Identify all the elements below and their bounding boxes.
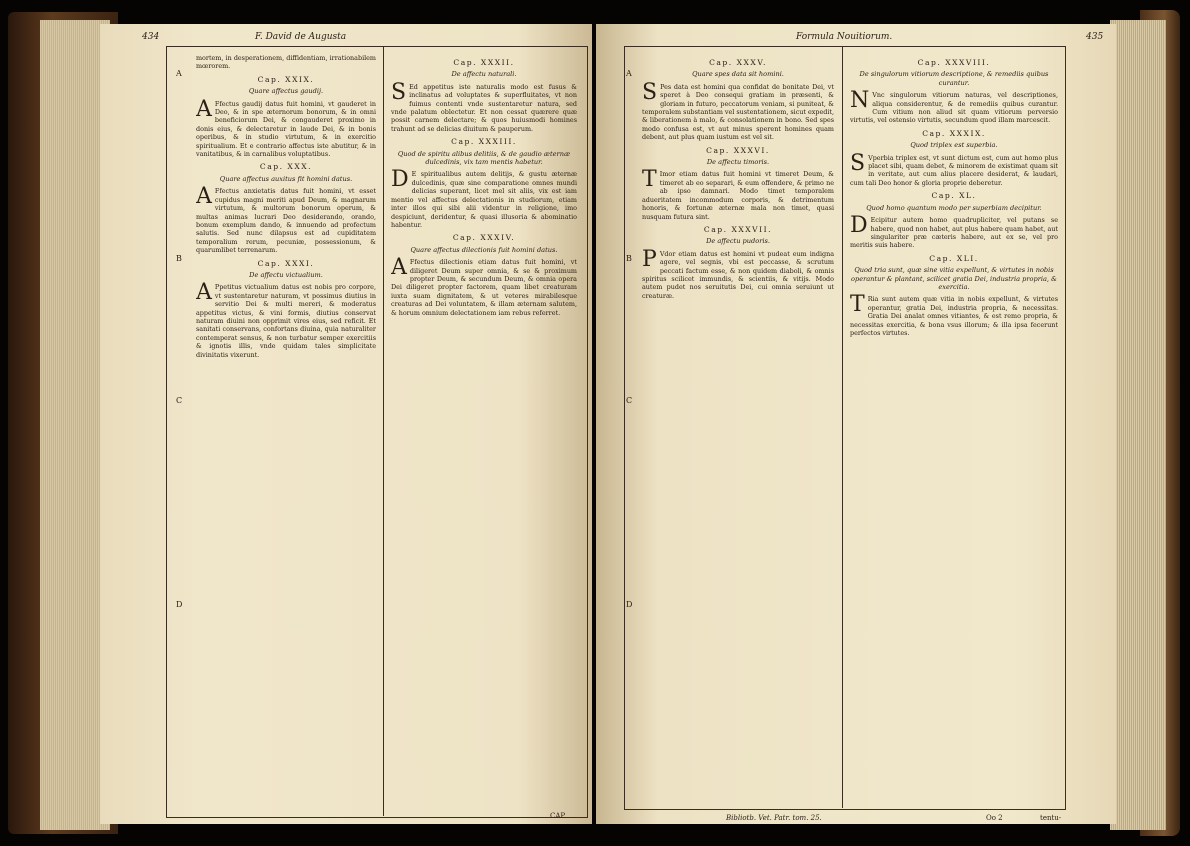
drop-capital: S <box>642 79 658 105</box>
drop-capital: A <box>391 255 407 281</box>
chapter-heading: Cap. XXXIV. <box>452 233 516 243</box>
margin-letter-b: B <box>176 254 182 263</box>
chapter-heading: Cap. XLI. <box>929 253 979 263</box>
text-column-2 <box>850 54 1058 784</box>
chapter-subtitle: De affectu pudoris. <box>706 237 770 246</box>
margin-letter-c: C <box>626 396 633 405</box>
margin-letter-d: D <box>626 600 633 609</box>
drop-capital: A <box>196 96 212 122</box>
chapter-heading: Cap. XXXVIII. <box>917 58 991 67</box>
drop-capital: P <box>642 246 657 272</box>
paragraph <box>850 150 1058 188</box>
drop-capital: T <box>642 167 657 193</box>
paragraph-text: Imor etiam datus fuit homini vt timeret Deum, & timeret ab eo separari, & eum offendere, & primo ne ab ipso damnari. Modo timet temporalem adueritatem incommodum corporis, & detrimentum honoris, & fortunæ æternæ mala non timet, quasi nusquam futura sint. <box>642 170 834 221</box>
margin-letter-c: C <box>176 396 183 405</box>
paragraph <box>391 79 577 133</box>
drop-capital: S <box>391 79 407 105</box>
chapter-subtitle: Quare affectus gaudij. <box>248 87 324 96</box>
paragraph <box>642 246 834 300</box>
chapter-subtitle: De affectu timoris. <box>706 158 770 167</box>
paragraph <box>850 292 1058 337</box>
page-edges-right <box>1110 20 1166 830</box>
folio-number: 435 <box>1086 32 1104 42</box>
paragraph-text: Ffectus dilectionis etiam datus fuit homini, vt diligeret Deum super omnia, & se & proximum propter Deum, & secundum Deum, & omnia opera Dei diligeret propter factorem, quam libet creaturam iuxta suam dignitatem, & ut veteres mirabilesque creaturas ad Dei voluntatem, & illam æternam salutem, & horum omnium delectationem iam rebus referret. <box>391 258 577 317</box>
paragraph-text: Pes data est homini qua confidat de bonitate Dei, vt speret à Deo consequi gratiam in præsenti, & gloriam in futuro, peccatorum veniam, si puniteat, & temporalem substantiam vel sustentationem, sicut expedit, & liberationem à malo, & consolationem in bono. Sed spes modo confusa est, vt aut minus sperent homines quam debent, aut plus quam iustum est vel sit. <box>642 82 834 142</box>
running-title: F. David de Augusta <box>255 32 347 42</box>
text-column-1 <box>196 54 376 794</box>
chapter-heading: Cap. XXXI. <box>257 258 315 268</box>
paragraph <box>196 280 376 359</box>
column-divider <box>842 46 843 808</box>
chapter-heading: Cap. XXXIX. <box>922 128 986 138</box>
paragraph-text: Ria sunt autem quæ vitia in nobis expellunt, & virtutes operantur, gratia Dei, industria propria, & necessitas. Gratia Dei analat omnes vitiantes, & est remo propria, & necessitas exercitia, & bona vsus illorum; & illa ipsa fecerunt perfectos virtutes. <box>850 295 1058 337</box>
chapter-subtitle: De affectu naturali. <box>451 70 517 79</box>
paragraph <box>850 213 1058 250</box>
paragraph <box>850 88 1058 125</box>
chapter-heading: Cap. XXX. <box>259 162 313 172</box>
paragraph-text: Vperbia triplex est, vt sunt dictum est, cum aut homo plus placet sibi, quam debet, & minorem de existimat quam sit in veritate, aut cum alius placere desiderat, & laudari, cum tali Deo honor & gloria proprie deberetur. <box>850 153 1058 187</box>
right-page <box>596 24 1116 824</box>
paragraph-text: mortem, in desperationem, diffidentiam, irrationabilem mœrorem. <box>196 54 376 71</box>
chapter-subtitle: Quare affectus auxitus fit homini datus. <box>219 174 353 183</box>
chapter-subtitle: Quare affectus dilectionis fuit homini datus. <box>410 245 558 254</box>
paragraph <box>196 184 376 255</box>
column-divider <box>383 46 384 816</box>
chapter-heading: Cap. XL. <box>931 191 977 201</box>
bibliographic-footer: Bibliotb. Vet. Patr. tom. 25. <box>726 814 822 822</box>
chapter-heading: Cap. XXXVII. <box>703 224 773 234</box>
running-title: Formula Nouitiorum. <box>796 32 893 42</box>
paragraph-text: Ed appetitus iste naturalis modo est fusus & inclinatus ad voluptates & superfluitates, vt non fuimus contenti vnde sustentaretur natura, sed vnde palatum oblectetur. Et non cessat quærere quæ possit carnem delectare; & quos huiusmodi homines trahunt ad se delicias diuitum & pauperum. <box>391 82 577 133</box>
chapter-subtitle: De singulorum vitiorum descriptione, & remediis quibus curantur. <box>859 70 1049 87</box>
drop-capital: T <box>850 292 865 318</box>
paragraph-text: Ecipitur autem homo quadrupliciter, vel putans se habere, quod non habet, aut plus habere quam habet, aut singulariter præ cæteris habere, aut ex se, vel pro meritis suis habere. <box>850 216 1058 250</box>
chapter-subtitle: Quare spes data sit homini. <box>692 70 784 79</box>
left-page <box>100 24 592 824</box>
paragraph <box>642 79 834 142</box>
chapter-subtitle: Quod tria sunt, quæ sine vitia expellunt, & virtutes in nobis operantur & plantant, scilicet gratia Dei, industria propria, & exercitia. <box>851 266 1057 291</box>
margin-letter-a: A <box>626 69 632 78</box>
chapter-subtitle: Quod de spiritu alibus delitiis, & de gaudio æternæ dulcedinis, vix tam mentis habetur. <box>397 149 571 167</box>
paragraph <box>391 167 577 229</box>
chapter-heading: Cap. XXXVI. <box>706 145 770 155</box>
paragraph-text: Vdor etiam datus est homini vt pudeat eum indigna agere, vel segnis, vbi est peccasse, & scrutum peccati factum esse, & non quidem diaboli, & omnis spiritus scilicet immundis, & scientiis, & vitijs. Modo autem pudet nos seruitutis Dei, cui omnia seruiunt ut creaturæ. <box>642 249 834 300</box>
margin-letter-b: B <box>626 254 632 263</box>
chapter-heading: Cap. XXXII. <box>453 58 515 67</box>
catchword: CAP. <box>550 812 566 820</box>
chapter-heading: Cap. XXXIII. <box>451 137 517 147</box>
margin-letter-d: D <box>176 600 183 609</box>
drop-capital: D <box>391 167 409 193</box>
text-column-2 <box>391 54 577 794</box>
paragraph <box>391 255 577 317</box>
text-column-1 <box>642 54 834 784</box>
folio-number: 434 <box>142 32 160 42</box>
drop-capital: S <box>850 150 866 176</box>
drop-capital: A <box>196 184 212 210</box>
chapter-subtitle: De affectu victualium. <box>249 270 323 279</box>
chapter-heading: Cap. XXXV. <box>709 58 767 67</box>
paragraph <box>196 96 376 159</box>
paragraph-text: E spiritualibus autem delitijs, & gustu æternæ dulcedinis, quæ sine comparatione omnes mundi delicias superant, licet mel sit aliis, vix est iam mentio vel affectus delectationis in studiorum, etiam inter illos qui sibi alii videntur in religione, imo despiciunt, deridentur, & quasi illusoria & abominatio habentur. <box>391 170 577 229</box>
paragraph <box>642 167 834 221</box>
paragraph-text: Vnc singulorum vitiorum naturas, vel descriptiones, aliqua considerentur, & de remediis quibus curantur. Cum vitium non aliud sit quam vitiorum perversio virtutis, vel ostensio virtutis, secundum quod illam marcescit. <box>850 91 1058 125</box>
chapter-subtitle: Quod homo quantum modo per superbiam decipitur. <box>866 203 1042 212</box>
chapter-subtitle: Quod triplex est superbia. <box>910 141 998 150</box>
drop-capital: N <box>850 88 870 114</box>
drop-capital: D <box>850 213 868 239</box>
paragraph <box>196 54 376 71</box>
drop-capital: A <box>196 280 212 306</box>
margin-letter-a: A <box>176 69 182 78</box>
paragraph-text: Ffectus anxietatis datus fuit homini, vt esset cupidus magni meriti apud Deum, & magnarum virtutum, & multorum bonorum operum, & multas animas lucrari Deo desiderando, orando, bonum exemplum dando, & innuendo ad profectum salutis. Sed nunc dilapsus est ad cupiditatem temporalium rerum, pecuniæ, possessionum, & quarumlibet terrenarum. <box>196 187 376 255</box>
chapter-heading: Cap. XXIX. <box>257 74 315 84</box>
paragraph-text: Ppetitus victualium datus est nobis pro corpore, vt sustentaretur naturam, vt possimus diutius in servitio Dei & multi mereri, & moderatus appetitus victus, & vini formis, diutius conservat naturam diuini non opprimit vires eius, sed reficit. Et sanitati conservans, confortans diuina, quia naturaliter contemperat sensus, & non turbatur semper exercitiis & ignotis illis, vnde quidam tales simplicitate divinitatis vixerunt. <box>196 283 376 359</box>
signature-mark: Oo 2 <box>986 814 1003 822</box>
paragraph-text: Ffectus gaudij datus fuit homini, vt gauderet in Deo, & in spe æternorum bonorum, & in omni beneficiorum Dei, & congauderet proximo in donis eius, & delectaretur in laude Dei, & in bonis operibus, & in studio virtutum, & in exercitio spiritualium. Et e contrario affectus iste abutitur, & in vanitatibus, & in carnalibus voluptatibus. <box>196 99 376 159</box>
catchword: tentu- <box>1040 814 1062 822</box>
